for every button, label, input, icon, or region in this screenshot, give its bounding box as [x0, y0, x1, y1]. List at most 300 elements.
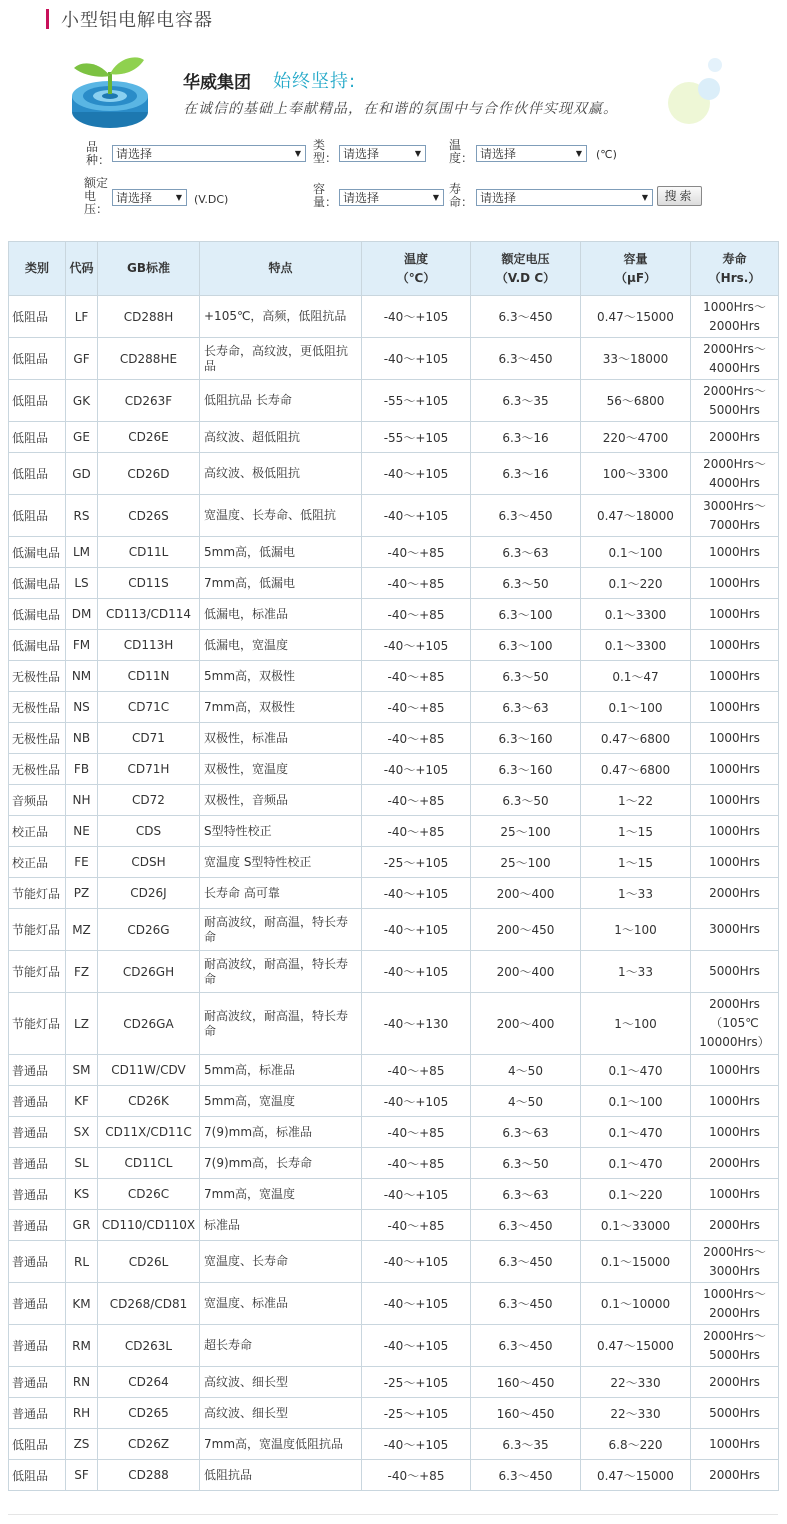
- cell-volt: 160～450: [471, 1367, 581, 1398]
- cell-volt: 6.3～50: [471, 568, 581, 599]
- cell-cap: 0.1～100: [581, 692, 691, 723]
- cell-cat: 低阻品: [9, 495, 66, 537]
- search-button[interactable]: 搜索: [657, 186, 702, 206]
- cell-life: [691, 599, 779, 630]
- cell-volt: 160～450: [471, 1398, 581, 1429]
- cell-life-line: 1000Hrs: [709, 699, 760, 714]
- cell-gb: CD26S: [98, 495, 200, 537]
- cell-cat: 普通品: [9, 1086, 66, 1117]
- cell-gb: CD11CL: [98, 1148, 200, 1179]
- table-row: [9, 951, 779, 993]
- cell-gb: CD11N: [98, 661, 200, 692]
- cell-code: KM: [66, 1283, 98, 1325]
- cell-cap: 1～22: [581, 785, 691, 816]
- cell-cap: 1～15: [581, 847, 691, 878]
- cell-volt: 6.3～160: [471, 754, 581, 785]
- cell-volt: 6.3～450: [471, 1325, 581, 1367]
- cell-code: KF: [66, 1086, 98, 1117]
- cell-cap: 1～33: [581, 951, 691, 993]
- cell-life: [691, 1210, 779, 1241]
- cell-feat: 低漏电，标准品: [200, 599, 362, 630]
- cell-feat: 耐高波纹，耐高温，特长寿命: [200, 909, 362, 951]
- cell-cap: 0.1～220: [581, 1179, 691, 1210]
- col-header-temperature-unit: （℃）: [396, 270, 436, 285]
- cell-gb: CD288H: [98, 296, 200, 338]
- cell-volt: 6.3～450: [471, 1210, 581, 1241]
- cell-feat: S型特性校正: [200, 816, 362, 847]
- cell-life-line: 1000Hrs: [709, 854, 760, 869]
- cell-life: [691, 1367, 779, 1398]
- col-header-rated-voltage-label: 额定电压: [501, 251, 550, 266]
- page-title-bar: [46, 8, 213, 30]
- cell-code: SL: [66, 1148, 98, 1179]
- cell-gb: CD26GA: [98, 993, 200, 1055]
- cell-temp: -40～+85: [362, 1055, 471, 1086]
- cell-temp: -40～+105: [362, 1283, 471, 1325]
- slogan-text: 始终坚持:: [273, 71, 357, 92]
- cell-temp: -25～+105: [362, 847, 471, 878]
- cell-code: DM: [66, 599, 98, 630]
- cell-life: [691, 495, 779, 537]
- cell-life-line: 5000Hrs: [709, 402, 760, 417]
- cell-code: NM: [66, 661, 98, 692]
- cell-life-line: 5000Hrs: [709, 1347, 760, 1362]
- cell-life: [691, 1241, 779, 1283]
- col-header-gb-standard-label: GB标准: [127, 261, 170, 275]
- cell-gb: CD26C: [98, 1179, 200, 1210]
- voltage-label: 额定电压：: [84, 176, 109, 216]
- cell-code: RH: [66, 1398, 98, 1429]
- cell-gb: CD26J: [98, 878, 200, 909]
- cell-life-line: 2000Hrs: [709, 1305, 760, 1320]
- cell-gb: CD26K: [98, 1086, 200, 1117]
- cell-temp: -40～+105: [362, 1429, 471, 1460]
- cell-cat: 节能灯品: [9, 951, 66, 993]
- cell-temp: -40～+105: [362, 630, 471, 661]
- cell-code: MZ: [66, 909, 98, 951]
- cell-cat: 低漏电品: [9, 537, 66, 568]
- cell-volt: 6.3～450: [471, 1460, 581, 1491]
- cell-gb: CD71: [98, 723, 200, 754]
- cell-feat: 高纹波、细长型: [200, 1367, 362, 1398]
- table-row: [9, 630, 779, 661]
- cell-cat: 低阻品: [9, 1460, 66, 1491]
- cell-feat: 7mm高，宽温度低阻抗品: [200, 1429, 362, 1460]
- cell-cap: 6.8～220: [581, 1429, 691, 1460]
- table-row: [9, 296, 779, 338]
- cell-cat: 普通品: [9, 1367, 66, 1398]
- cell-gb: CDSH: [98, 847, 200, 878]
- cell-volt: 200～400: [471, 951, 581, 993]
- cell-code: FM: [66, 630, 98, 661]
- cell-life-line: 1000Hrs: [709, 761, 760, 776]
- capacity-select[interactable]: [339, 189, 444, 206]
- chevron-down-icon: ▼: [432, 193, 440, 202]
- cell-code: SX: [66, 1117, 98, 1148]
- table-row: [9, 1398, 779, 1429]
- cell-temp: -40～+85: [362, 599, 471, 630]
- cell-cat: 普通品: [9, 1117, 66, 1148]
- cell-code: SF: [66, 1460, 98, 1491]
- cell-gb: CD11L: [98, 537, 200, 568]
- cell-feat: 低阻抗品 长寿命: [200, 380, 362, 422]
- cell-volt: 6.3～50: [471, 785, 581, 816]
- table-row: [9, 1148, 779, 1179]
- cell-life: [691, 993, 779, 1055]
- cell-code: NH: [66, 785, 98, 816]
- cell-temp: -40～+130: [362, 993, 471, 1055]
- cell-life: [691, 1179, 779, 1210]
- cell-code: NS: [66, 692, 98, 723]
- cell-cap: 1～100: [581, 993, 691, 1055]
- table-row: [9, 847, 779, 878]
- cell-feat: 耐高波纹，耐高温，特长寿命: [200, 951, 362, 993]
- cell-cap: 22～330: [581, 1398, 691, 1429]
- cell-life-line: 2000Hrs: [709, 1374, 760, 1389]
- cell-gb: CD26GH: [98, 951, 200, 993]
- cell-feat: 5mm高，宽温度: [200, 1086, 362, 1117]
- cell-cap: 0.1～100: [581, 537, 691, 568]
- cell-code: GF: [66, 338, 98, 380]
- cell-life-line: 5000Hrs: [709, 964, 760, 978]
- cell-life-line: 1000Hrs: [709, 823, 760, 838]
- cell-cap: 56～6800: [581, 380, 691, 422]
- cell-gb: CD110/CD110X: [98, 1210, 200, 1241]
- cell-feat: 超长寿命: [200, 1325, 362, 1367]
- cell-life-line: 2000Hrs～: [703, 456, 766, 471]
- cell-volt: 6.3～450: [471, 1283, 581, 1325]
- cell-temp: -25～+105: [362, 1398, 471, 1429]
- cell-cap: 220～4700: [581, 422, 691, 453]
- cell-cat: 无极性品: [9, 692, 66, 723]
- table-row: [9, 568, 779, 599]
- col-header-capacity: [581, 242, 691, 296]
- cell-life-line: 2000Hrs: [709, 1155, 760, 1170]
- cell-cat: 普通品: [9, 1283, 66, 1325]
- col-header-features-label: 特点: [268, 261, 293, 275]
- product-table: [8, 241, 779, 1491]
- cell-feat: 宽温度、长寿命: [200, 1241, 362, 1283]
- cell-gb: CD26Z: [98, 1429, 200, 1460]
- cell-cap: 0.1～10000: [581, 1283, 691, 1325]
- cell-cap: 1～15: [581, 816, 691, 847]
- table-row: [9, 599, 779, 630]
- variety-select-value: 请选择: [116, 147, 153, 161]
- table-row: [9, 1241, 779, 1283]
- cell-temp: -40～+85: [362, 661, 471, 692]
- cell-life-line: 1000Hrs～: [703, 299, 766, 314]
- decor-bubble-small: [708, 58, 722, 72]
- cell-life-line: 5000Hrs: [709, 1405, 760, 1420]
- cell-temp: -40～+105: [362, 878, 471, 909]
- table-header-row: [9, 242, 779, 296]
- cell-life: [691, 568, 779, 599]
- cell-cat: 普通品: [9, 1398, 66, 1429]
- cell-cap: 0.47～6800: [581, 723, 691, 754]
- cell-life-line: 2000Hrs～: [703, 1244, 766, 1259]
- cell-gb: CD263L: [98, 1325, 200, 1367]
- cell-life-line: 4000Hrs: [709, 360, 760, 375]
- cell-cat: 无极性品: [9, 661, 66, 692]
- cell-gb: CD113/CD114: [98, 599, 200, 630]
- cell-cat: 低阻品: [9, 1429, 66, 1460]
- cell-life: [691, 909, 779, 951]
- col-header-rated-voltage-unit: （V.D C）: [495, 270, 556, 285]
- cell-volt: 4～50: [471, 1055, 581, 1086]
- temp-label: 温度：: [449, 138, 474, 165]
- cell-life: [691, 1325, 779, 1367]
- cell-temp: -40～+85: [362, 568, 471, 599]
- cell-feat: 双极性，音频品: [200, 785, 362, 816]
- cell-life-line: 1000Hrs: [709, 730, 760, 745]
- cell-feat: 5mm高，双极性: [200, 661, 362, 692]
- capacity-label: 容量：: [313, 182, 338, 209]
- cell-cap: 100～3300: [581, 453, 691, 495]
- cell-life: [691, 1460, 779, 1491]
- cell-life-line: 1000Hrs～: [703, 1286, 766, 1301]
- cell-life-line: 2000Hrs: [709, 1467, 760, 1482]
- cell-volt: 6.3～450: [471, 1241, 581, 1283]
- cell-feat: 长寿命，高纹波，更低阻抗品: [200, 338, 362, 380]
- cell-life: [691, 1117, 779, 1148]
- table-row: [9, 785, 779, 816]
- capacity-select-value: 请选择: [343, 191, 380, 205]
- cell-feat: 双极性，宽温度: [200, 754, 362, 785]
- cell-life: [691, 754, 779, 785]
- cell-temp: -40～+85: [362, 816, 471, 847]
- table-row: [9, 993, 779, 1055]
- cell-cap: 0.1～47: [581, 661, 691, 692]
- cell-feat: 5mm高，标准品: [200, 1055, 362, 1086]
- col-header-temperature: [362, 242, 471, 296]
- cell-code: LF: [66, 296, 98, 338]
- cell-code: FZ: [66, 951, 98, 993]
- cell-feat: 双极性，标准品: [200, 723, 362, 754]
- cell-life-line: 2000Hrs: [709, 429, 760, 444]
- cell-gb: CD288HE: [98, 338, 200, 380]
- cell-code: NE: [66, 816, 98, 847]
- chevron-down-icon: ▼: [575, 149, 583, 158]
- cell-temp: -40～+85: [362, 1460, 471, 1491]
- table-row: [9, 1460, 779, 1491]
- cell-life: [691, 723, 779, 754]
- cell-volt: 6.3～100: [471, 599, 581, 630]
- chevron-down-icon: ▼: [294, 149, 302, 158]
- cell-cat: 节能灯品: [9, 993, 66, 1055]
- cell-feat: 耐高波纹，耐高温，特长寿命: [200, 993, 362, 1055]
- cell-volt: 6.3～16: [471, 453, 581, 495]
- cell-volt: 6.3～450: [471, 338, 581, 380]
- cell-life: [691, 1086, 779, 1117]
- cell-volt: 200～450: [471, 909, 581, 951]
- cell-gb: CD26E: [98, 422, 200, 453]
- title-accent-mark: [46, 9, 49, 29]
- cell-life: [691, 1429, 779, 1460]
- table-row: [9, 1283, 779, 1325]
- table-row: [9, 338, 779, 380]
- life-label: 寿命：: [449, 182, 474, 209]
- cell-gb: CD264: [98, 1367, 200, 1398]
- cell-temp: -40～+105: [362, 495, 471, 537]
- cell-life: [691, 338, 779, 380]
- cell-volt: 6.3～63: [471, 1179, 581, 1210]
- table-row: [9, 1086, 779, 1117]
- cell-cap: 0.47～6800: [581, 754, 691, 785]
- cell-life: [691, 296, 779, 338]
- cell-temp: -40～+105: [362, 909, 471, 951]
- cell-life-line: 1000Hrs: [709, 575, 760, 590]
- temp-select[interactable]: [476, 145, 587, 162]
- chevron-down-icon: ▼: [175, 193, 183, 202]
- cell-life-line: 2000Hrs: [709, 1217, 760, 1232]
- cell-feat: 7mm高，宽温度: [200, 1179, 362, 1210]
- variety-select[interactable]: [112, 145, 306, 162]
- table-body: [9, 296, 779, 1491]
- cell-gb: CD71C: [98, 692, 200, 723]
- table-row: [9, 1210, 779, 1241]
- company-name: 华威集团: [183, 73, 251, 93]
- cell-life: [691, 380, 779, 422]
- cell-life: [691, 453, 779, 495]
- cell-gb: CD263F: [98, 380, 200, 422]
- cell-life-line: 1000Hrs: [709, 637, 760, 652]
- cell-gb: CD113H: [98, 630, 200, 661]
- cell-cat: 无极性品: [9, 723, 66, 754]
- cell-temp: -55～+105: [362, 422, 471, 453]
- variety-label: 品种：: [86, 140, 111, 167]
- table-row: [9, 1117, 779, 1148]
- page-title: 小型铝电解电容器: [61, 10, 213, 31]
- cell-cat: 节能灯品: [9, 878, 66, 909]
- cell-gb: CD71H: [98, 754, 200, 785]
- cell-temp: -40～+85: [362, 1210, 471, 1241]
- cell-cat: 普通品: [9, 1241, 66, 1283]
- cell-cat: 普通品: [9, 1210, 66, 1241]
- cell-life-line: 1000Hrs: [709, 1186, 760, 1201]
- cell-life-line: 3000Hrs: [709, 922, 760, 936]
- cell-temp: -40～+105: [362, 1179, 471, 1210]
- table-row: [9, 1179, 779, 1210]
- cell-cat: 低阻品: [9, 380, 66, 422]
- cell-feat: 高纹波、超低阻抗: [200, 422, 362, 453]
- cell-cap: 0.47～15000: [581, 1325, 691, 1367]
- cell-feat: 低漏电，宽温度: [200, 630, 362, 661]
- cell-code: RS: [66, 495, 98, 537]
- cell-life-line: 1000Hrs: [709, 668, 760, 683]
- cell-volt: 200～400: [471, 993, 581, 1055]
- cell-cat: 低阻品: [9, 296, 66, 338]
- cell-life-line: 4000Hrs: [709, 475, 760, 490]
- table-row: [9, 422, 779, 453]
- cell-cap: 0.1～220: [581, 568, 691, 599]
- col-header-code-label: 代码: [69, 261, 94, 275]
- cell-life-line: 1000Hrs: [709, 1436, 760, 1451]
- cell-gb: CD72: [98, 785, 200, 816]
- cell-temp: -40～+105: [362, 338, 471, 380]
- type-select[interactable]: [339, 145, 426, 162]
- cell-cap: 1～100: [581, 909, 691, 951]
- cell-temp: -40～+105: [362, 951, 471, 993]
- cell-cap: 22～330: [581, 1367, 691, 1398]
- col-header-life: [691, 242, 779, 296]
- cell-life-line: 1000Hrs: [709, 1124, 760, 1139]
- cell-cat: 无极性品: [9, 754, 66, 785]
- cell-gb: CDS: [98, 816, 200, 847]
- cell-temp: -40～+105: [362, 453, 471, 495]
- table-row: [9, 1367, 779, 1398]
- col-header-capacity-unit: （μF）: [614, 270, 657, 285]
- cell-code: GR: [66, 1210, 98, 1241]
- cell-cap: 0.1～470: [581, 1055, 691, 1086]
- cell-volt: 6.3～50: [471, 661, 581, 692]
- cell-cap: 0.1～33000: [581, 1210, 691, 1241]
- table-row: [9, 909, 779, 951]
- col-header-code: [66, 242, 98, 296]
- life-select[interactable]: [476, 189, 653, 206]
- cell-cat: 校正品: [9, 816, 66, 847]
- cell-cap: 0.1～470: [581, 1117, 691, 1148]
- table-row: [9, 495, 779, 537]
- company-banner: [0, 40, 787, 135]
- cell-temp: -40～+85: [362, 785, 471, 816]
- cell-life: [691, 630, 779, 661]
- cell-code: PZ: [66, 878, 98, 909]
- col-header-category-label: 类别: [24, 261, 49, 275]
- cell-life: [691, 692, 779, 723]
- cell-cat: 低漏电品: [9, 568, 66, 599]
- cell-cap: 0.1～470: [581, 1148, 691, 1179]
- cell-cap: 0.47～18000: [581, 495, 691, 537]
- table-row: [9, 380, 779, 422]
- type-select-value: 请选择: [343, 147, 380, 161]
- cell-volt: 6.3～63: [471, 692, 581, 723]
- cell-feat: 长寿命 高可靠: [200, 878, 362, 909]
- cell-life-line: 2000Hrs～: [703, 341, 766, 356]
- cell-gb: CD265: [98, 1398, 200, 1429]
- cell-feat: 低阻抗品: [200, 1460, 362, 1491]
- cell-life-line: 1000Hrs: [709, 1062, 760, 1077]
- cell-life-line: 2000Hrs: [709, 997, 760, 1011]
- col-header-rated-voltage: [471, 242, 581, 296]
- chevron-down-icon: ▼: [641, 193, 649, 202]
- cell-feat: 5mm高，低漏电: [200, 537, 362, 568]
- cell-temp: -40～+105: [362, 296, 471, 338]
- cell-feat: 7(9)mm高，标准品: [200, 1117, 362, 1148]
- cell-gb: CD11S: [98, 568, 200, 599]
- voltage-select-value: 请选择: [116, 191, 153, 205]
- cell-life: [691, 537, 779, 568]
- cell-feat: 标准品: [200, 1210, 362, 1241]
- cell-gb: CD288: [98, 1460, 200, 1491]
- cell-cap: 0.1～3300: [581, 599, 691, 630]
- cell-feat: 宽温度 S型特性校正: [200, 847, 362, 878]
- cell-temp: -55～+105: [362, 380, 471, 422]
- cell-volt: 25～100: [471, 847, 581, 878]
- cell-life: [691, 422, 779, 453]
- cell-life-line: 1000Hrs: [709, 544, 760, 559]
- cell-code: KS: [66, 1179, 98, 1210]
- cell-code: RM: [66, 1325, 98, 1367]
- table-row: [9, 692, 779, 723]
- table-row: [9, 1325, 779, 1367]
- cell-feat: 高纹波、细长型: [200, 1398, 362, 1429]
- cell-temp: -40～+85: [362, 537, 471, 568]
- voltage-select[interactable]: [112, 189, 187, 206]
- cell-cat: 普通品: [9, 1179, 66, 1210]
- cell-code: RL: [66, 1241, 98, 1283]
- cell-life: [691, 785, 779, 816]
- cell-life-line: 3000Hrs～: [703, 498, 766, 513]
